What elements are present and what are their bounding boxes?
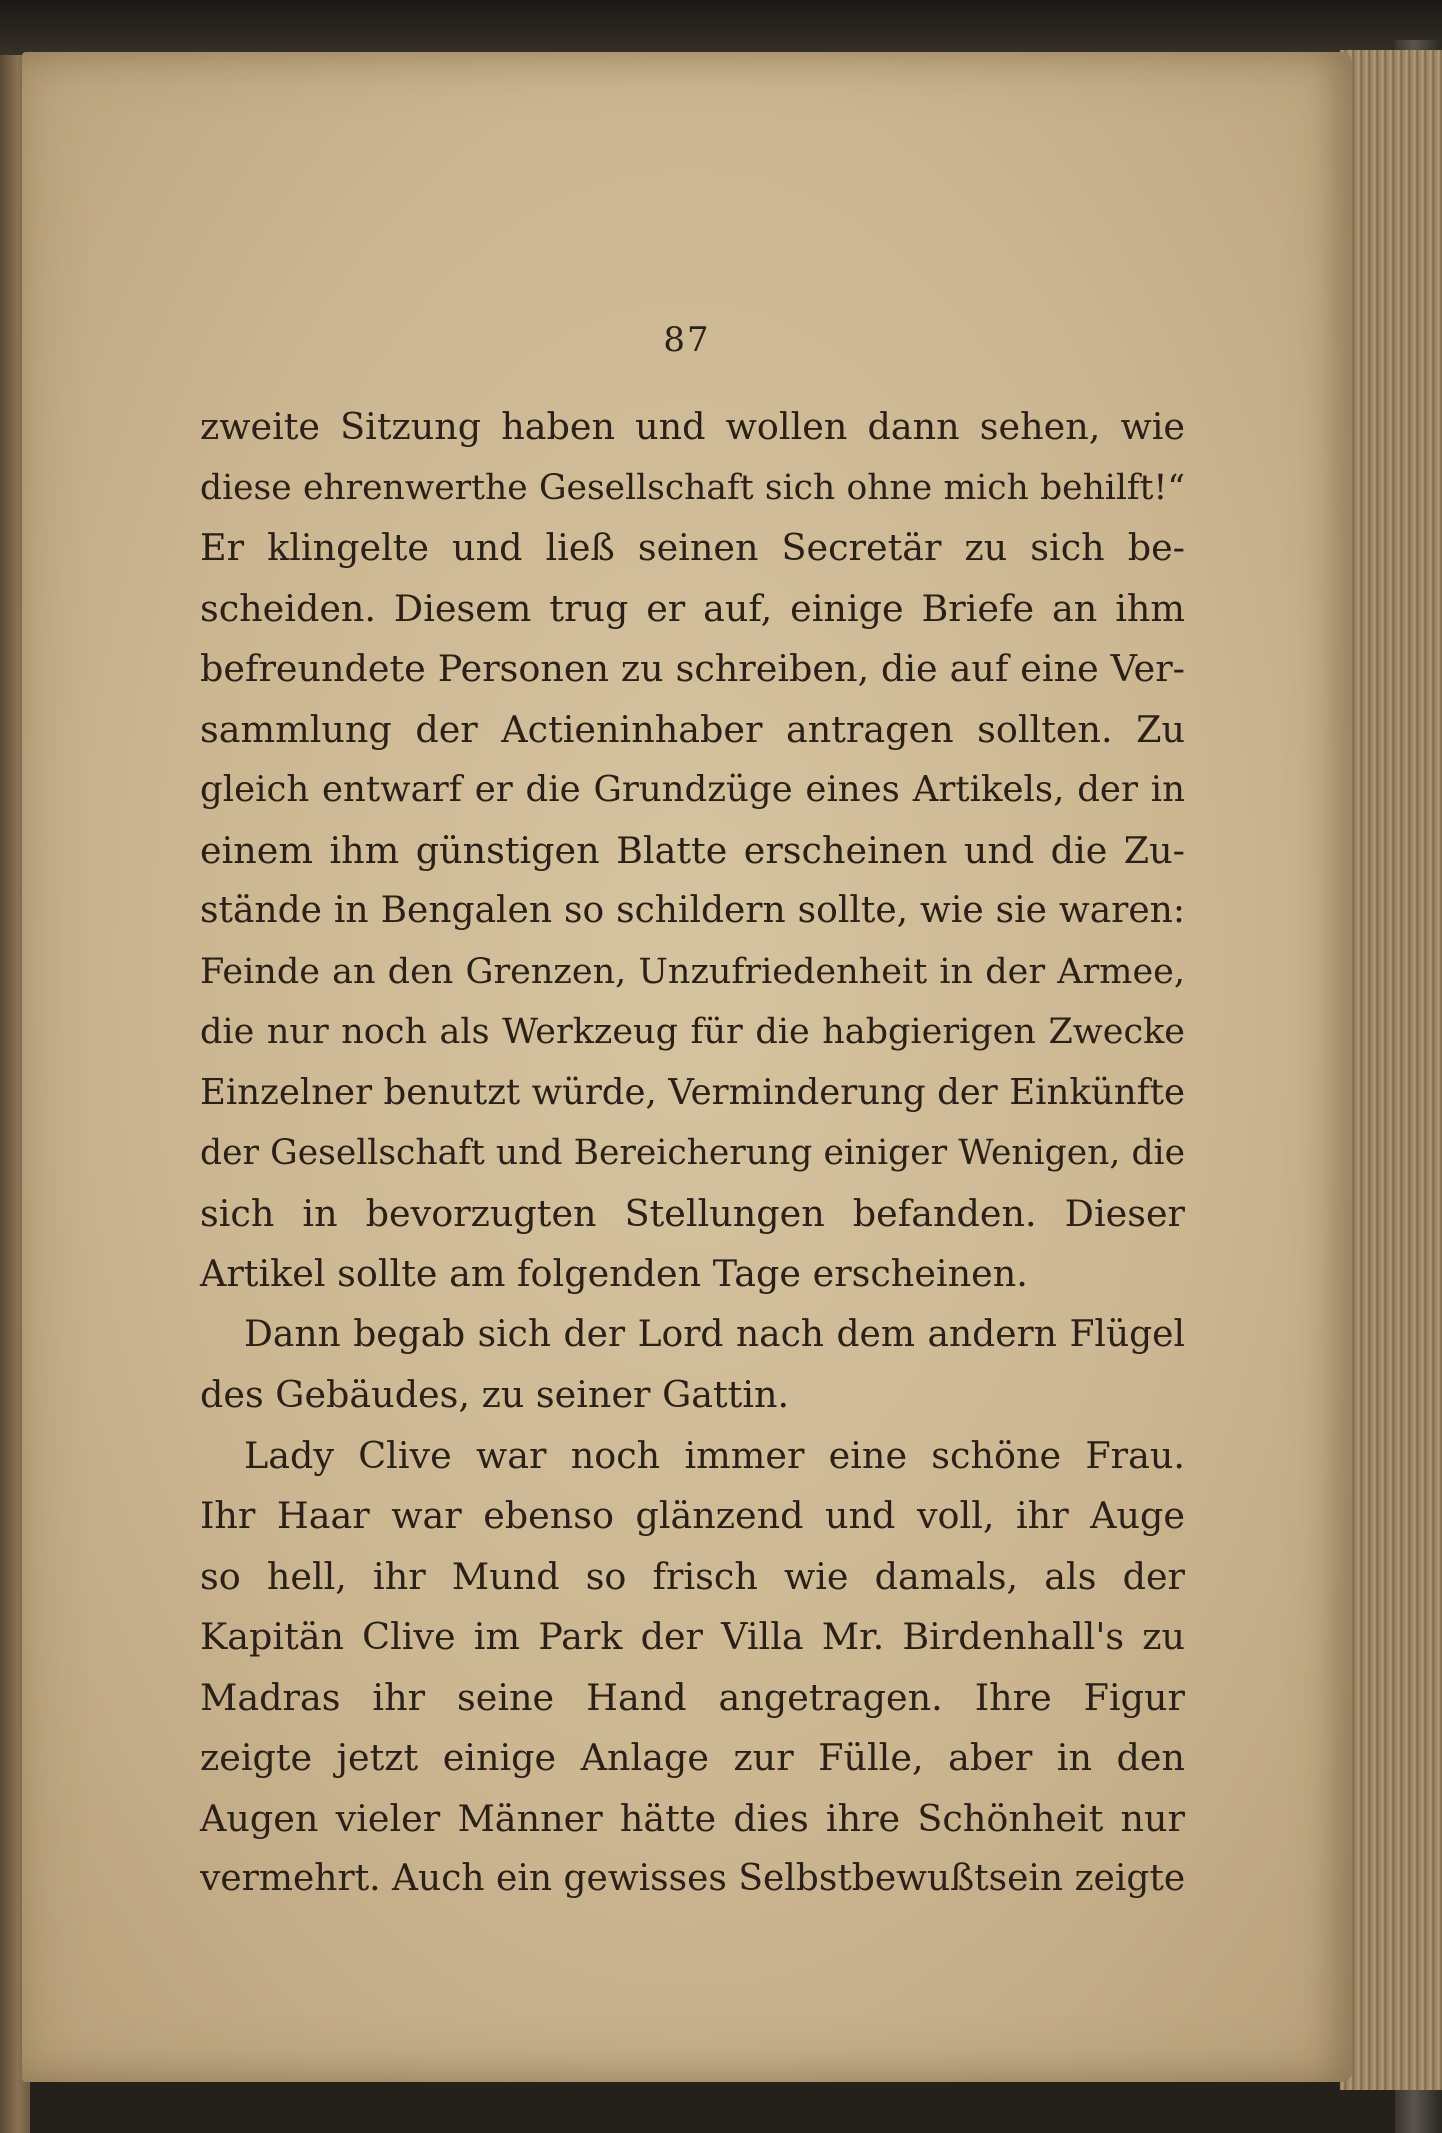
text-line: vermehrt. Auch ein gewisses Selbstbewußtsein zeigte bbox=[200, 1858, 1186, 1899]
text-line: diese ehrenwerthe Gesellschaft sich ohne mich behilft!“ bbox=[200, 467, 1185, 508]
text-line: sich in bevorzugten Stellungen befanden. Dieser bbox=[200, 1191, 1185, 1235]
text-line: stände in Bengalen so schildern sollte, wie sie waren: bbox=[200, 890, 1185, 931]
text-line: zweite Sitzung haben und wollen dann sehen, wie bbox=[200, 405, 1185, 448]
text-line: zeigte jetzt einige Anlage zur Fülle, aber in den bbox=[200, 1736, 1185, 1779]
book-page bbox=[22, 52, 1352, 2082]
text-line: Ihr Haar war ebenso glänzend und voll, ihr Auge bbox=[200, 1494, 1185, 1537]
text-line: Er klingelte und ließ seinen Secretär zu sich be- bbox=[200, 526, 1185, 569]
text-line: Augen vieler Männer hätte dies ihre Schönheit nur bbox=[200, 1796, 1185, 1840]
body-text bbox=[200, 397, 1185, 1910]
text-line: Einzelner benutzt würde, Verminderung der Einkünfte bbox=[200, 1071, 1185, 1113]
text-line: befreundete Personen zu schreiben, die auf eine Ver- bbox=[200, 647, 1185, 690]
text-line: Dann begab sich der Lord nach dem andern Flügel bbox=[244, 1313, 1185, 1355]
text-line: Feinde an den Grenzen, Unzufriedenheit in der Armee, bbox=[200, 951, 1185, 992]
text-line: sammlung der Actieninhaber antragen sollten. Zu bbox=[200, 707, 1185, 751]
text-line: so hell, ihr Mund so frisch wie damals, als der bbox=[200, 1554, 1185, 1598]
text-line: scheiden. Diesem trug er auf, einige Briefe an ihm bbox=[200, 586, 1185, 630]
text-line: die nur noch als Werkzeug für die habgierigen Zwecke bbox=[200, 1012, 1185, 1052]
text-line: Madras ihr seine Hand angetragen. Ihre Figur bbox=[200, 1675, 1185, 1719]
text-line: gleich entwarf er die Grundzüge eines Artikels, der in bbox=[200, 769, 1185, 810]
page-block-edges bbox=[1340, 50, 1442, 2090]
text-line: einem ihm günstigen Blatte erscheinen und die Zu- bbox=[200, 828, 1185, 872]
text-line: Lady Clive war noch immer eine schöne Frau. bbox=[244, 1433, 1185, 1477]
text-line: Artikel sollte am folgenden Tage erscheinen. bbox=[200, 1252, 1028, 1295]
scanner-top-edge bbox=[0, 0, 1442, 60]
text-line: Kapitän Clive im Park der Villa Mr. Birdenhall's zu bbox=[200, 1615, 1185, 1658]
text-line: der Gesellschaft und Bereicherung einiger Wenigen, die bbox=[200, 1133, 1185, 1173]
page-number: 87 bbox=[663, 320, 711, 360]
text-line: des Gebäudes, zu seiner Gattin. bbox=[200, 1373, 790, 1416]
